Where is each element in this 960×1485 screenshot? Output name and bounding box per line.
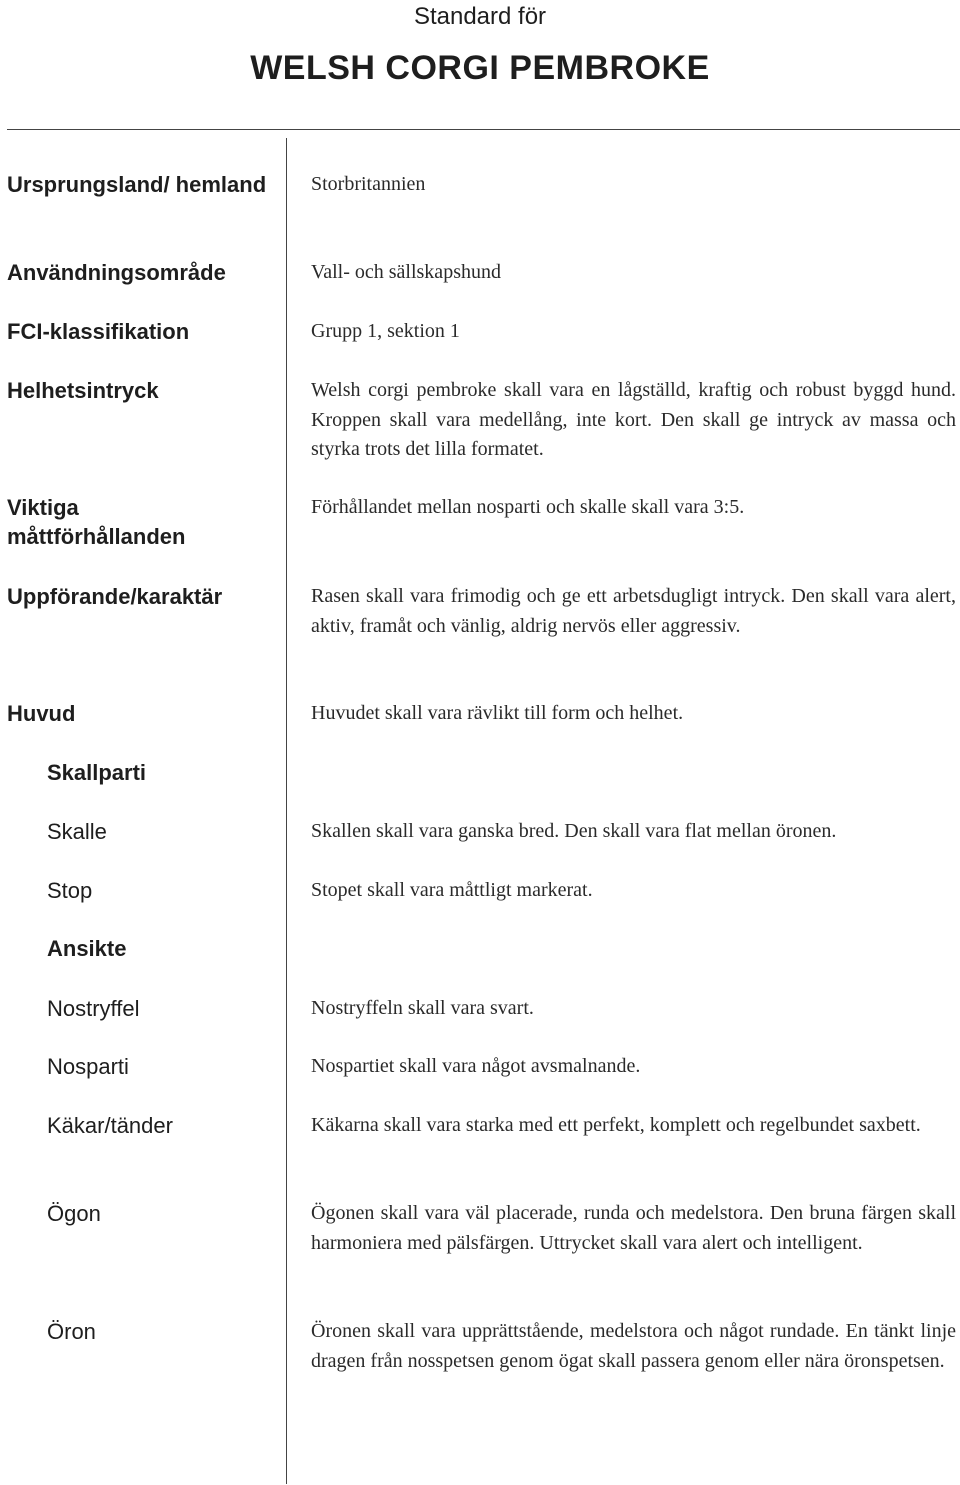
value-helhetsintryck: Welsh corgi pembroke skall vara en lågställd, kraftig och robust byggd hund. Kroppen skall vara medellång, inte kort. Den skall ge intryck av massa och styrka trots det lilla formatet. [311, 379, 956, 460]
value-ogon: Ögonen skall vara väl placerade, runda och medelstora. Den bruna färgen skall harmoniera med pälsfärgen. Uttrycket skall vara alert och intelligent. [311, 1202, 956, 1254]
document-title: WELSH CORGI PEMBROKE [250, 49, 710, 87]
label-anvandningsomrade: Användningsområde [7, 260, 226, 285]
label-mattforhallanden: Viktiga måttförhållanden [7, 495, 186, 549]
value-fci-klassifikation: Grupp 1, sektion 1 [311, 320, 460, 342]
label-ursprungsland: Ursprungsland/ hemland [7, 172, 267, 197]
label-fci-klassifikation: FCI-klassifikation [7, 319, 190, 344]
header-divider [7, 129, 960, 130]
value-kakar-tander: Käkarna skall vara starka med ett perfekt, komplett och regelbundet saxbett. [311, 1114, 921, 1136]
value-oron: Öronen skall vara upprättstående, medelstora och något rundade. En tänkt linje dragen från nosspetsen genom ögat skall passera genom eller nära öronspetsen. [311, 1320, 956, 1372]
label-uppforande: Uppförande/karaktär [7, 584, 223, 609]
label-stop: Stop [47, 878, 93, 903]
value-mattforhallanden: Förhållandet mellan nosparti och skalle skall vara 3:5. [311, 496, 745, 518]
value-huvud: Huvudet skall vara rävlikt till form och helhet. [311, 702, 684, 724]
value-nosparti: Nospartiet skall vara något avsmalnande. [311, 1055, 641, 1077]
value-ursprungsland: Storbritannien [311, 173, 426, 195]
label-skallparti: Skallparti [47, 760, 147, 785]
label-nostryffel: Nostryffel [47, 996, 140, 1021]
label-ansikte: Ansikte [47, 936, 127, 961]
value-nostryffel: Nostryffeln skall vara svart. [311, 997, 534, 1019]
value-stop: Stopet skall vara måttligt markerat. [311, 879, 593, 901]
value-uppforande: Rasen skall vara frimodig och ge ett arbetsdugligt intryck. Den skall vara alert, aktiv, framåt och vänlig, aldrig nervös eller aggressiv. [311, 585, 956, 637]
label-helhetsintryck: Helhetsintryck [7, 378, 159, 403]
value-skalle: Skallen skall vara ganska bred. Den skall vara flat mellan öronen. [311, 820, 837, 842]
label-kakar-tander: Käkar/tänder [47, 1113, 173, 1138]
column-divider [286, 138, 287, 1484]
label-nosparti: Nosparti [47, 1054, 129, 1079]
label-ogon: Ögon [47, 1201, 101, 1226]
label-huvud: Huvud [7, 701, 76, 726]
document-pretitle: Standard för [413, 3, 547, 30]
value-anvandningsomrade: Vall- och sällskapshund [311, 261, 501, 283]
label-skalle: Skalle [47, 819, 107, 844]
label-oron: Öron [47, 1319, 96, 1344]
